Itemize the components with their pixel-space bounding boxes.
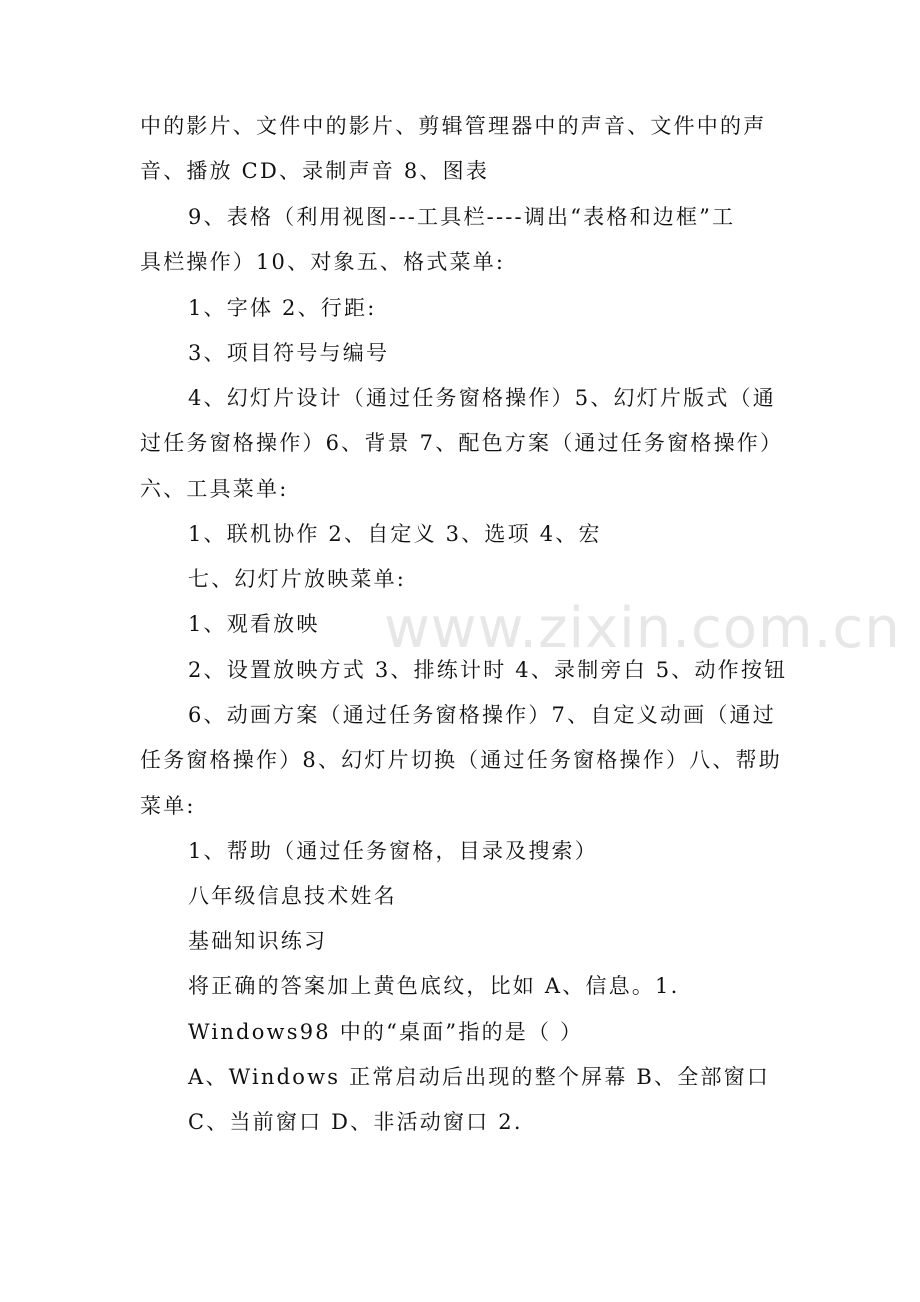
text-line: A、Windows 正常启动后出现的整个屏幕 B、全部窗口	[188, 1065, 771, 1089]
text-line: 具栏操作）10、对象五、格式菜单:	[140, 250, 506, 274]
text-line: 过任务窗格操作）6、背景 7、配色方案（通过任务窗格操作）	[140, 431, 784, 455]
text-line: 1、字体 2、行距:	[188, 296, 377, 320]
text-line: 六、工具菜单:	[140, 477, 289, 501]
text-line: Windows98 中的“桌面”指的是（ ）	[188, 1020, 584, 1044]
text-line: 任务窗格操作）8、幻灯片切换（通过任务窗格操作）八、帮助	[140, 748, 782, 772]
text-line: 音、播放 CD、录制声音 8、图表	[140, 159, 490, 183]
text-line: 1、观看放映	[188, 612, 320, 636]
text-line: C、当前窗口 D、非活动窗口 2.	[188, 1110, 523, 1134]
text-line: 七、幻灯片放映菜单:	[188, 567, 407, 591]
text-line: 1、联机协作 2、自定义 3、选项 4、宏	[188, 522, 602, 546]
text-line: 4、幻灯片设计（通过任务窗格操作）5、幻灯片版式（通	[188, 386, 776, 410]
text-line: 基础知识练习	[188, 929, 328, 953]
watermark: www.zixin.com.cn	[384, 596, 901, 661]
text-line: 3、项目符号与编号	[188, 341, 390, 365]
text-line: 9、表格（利用视图---工具栏----调出“表格和边框”工	[188, 205, 736, 229]
text-line: 1、帮助（通过任务窗格，目录及搜索）	[188, 839, 598, 863]
text-line: 菜单:	[140, 794, 196, 818]
text-line: 将正确的答案加上黄色底纹，比如 A、信息。1.	[188, 974, 680, 998]
text-line: 2、设置放映方式 3、排练计时 4、录制旁白 5、动作按钮	[188, 658, 788, 682]
text-line: 八年级信息技术姓名	[188, 884, 397, 908]
text-line: 6、动画方案（通过任务窗格操作）7、自定义动画（通过	[188, 703, 776, 727]
text-line: 中的影片、文件中的影片、剪辑管理器中的声音、文件中的声	[140, 114, 767, 138]
